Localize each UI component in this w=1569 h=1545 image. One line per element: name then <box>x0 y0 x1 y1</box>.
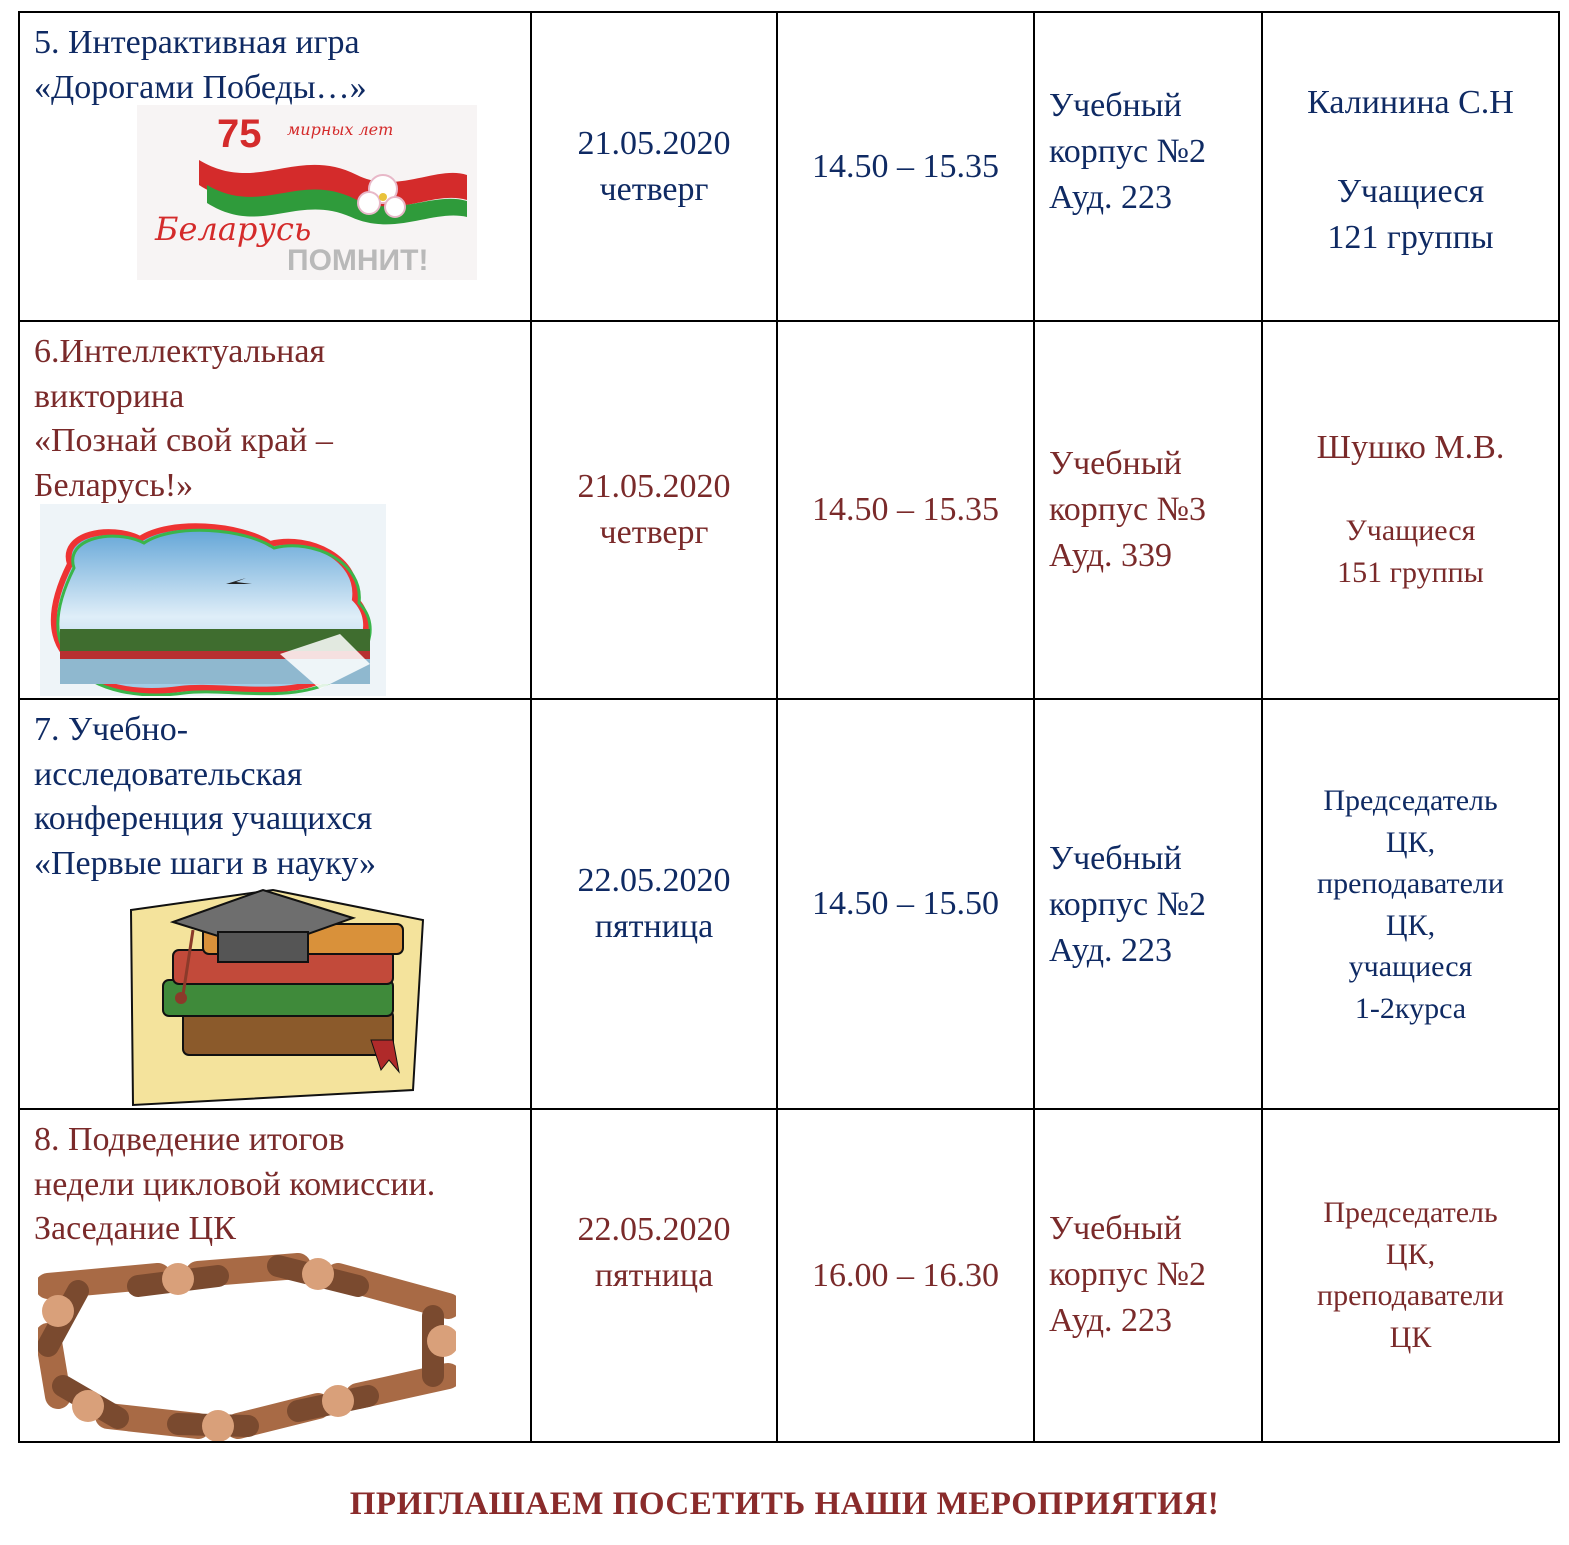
time-cell <box>777 321 1034 699</box>
responsible-line: учащиеся <box>1348 950 1473 983</box>
responsible-line: ЦК <box>1389 1320 1432 1354</box>
place-line: корпус №3 <box>1049 491 1207 528</box>
responsible-person: Калинина С.Н <box>1307 84 1514 121</box>
event-weekday: пятница <box>594 1256 714 1294</box>
place-line: Учебный <box>1049 840 1182 877</box>
events-schedule-table <box>18 11 1560 1443</box>
hands-circle-image <box>38 1246 456 1441</box>
responsible-line: Председатель <box>1323 1196 1498 1229</box>
event-date: 21.05.2020 <box>577 124 731 162</box>
responsible-line: преподаватели <box>1317 1279 1504 1312</box>
place-cell <box>1034 12 1262 321</box>
place-line: корпус №2 <box>1049 886 1207 923</box>
time-cell <box>777 12 1034 321</box>
participants-line: Учащиеся <box>1345 514 1476 547</box>
responsible-cell <box>1262 1109 1559 1442</box>
responsible-line: ЦК, <box>1385 1237 1436 1271</box>
image-script: мирных лет <box>287 120 394 139</box>
participants-line: Учащиеся <box>1336 173 1485 210</box>
responsible-cell <box>1262 12 1559 321</box>
event-title: 5. Интерактивная игра «Дорогами Победы…» <box>34 24 367 106</box>
belarus-remembers-75-image <box>137 105 477 280</box>
event-time: 14.50 – 15.35 <box>812 147 999 185</box>
event-weekday: пятница <box>594 908 714 945</box>
image-number: 75 <box>217 112 262 156</box>
responsible-cell <box>1262 321 1559 699</box>
participants-line: 151 группы <box>1337 556 1484 589</box>
responsible-cell <box>1262 699 1559 1109</box>
event-title: 7. Учебно- исследовательская конференция учащихся «Первые шаги в науку» <box>34 711 377 882</box>
event-time: 16.00 – 16.30 <box>812 1256 999 1294</box>
place-line: корпус №2 <box>1049 1256 1207 1293</box>
place-cell <box>1034 1109 1262 1442</box>
responsible-line: Председатель <box>1323 784 1498 817</box>
participants-line: 121 группы <box>1327 219 1494 256</box>
place-line: Ауд. 223 <box>1049 179 1173 216</box>
event-date: 22.05.2020 <box>577 862 731 899</box>
place-line: Учебный <box>1049 87 1182 124</box>
place-cell <box>1034 699 1262 1109</box>
date-cell <box>531 321 777 699</box>
responsible-line: 1-2курса <box>1354 991 1467 1025</box>
image-remembers: ПОМНИТ! <box>287 244 429 277</box>
event-title: 6.Интеллектуальная викторина «Познай свой край – Беларусь!» <box>34 333 333 504</box>
responsible-line: ЦК, <box>1385 825 1436 859</box>
belarus-map-nature-image <box>40 504 386 696</box>
place-cell <box>1034 321 1262 699</box>
image-country: Беларусь <box>155 210 312 248</box>
table-row <box>19 1109 1559 1442</box>
responsible-person: Шушко М.В. <box>1316 429 1505 466</box>
responsible-line: преподаватели <box>1317 867 1504 900</box>
event-date: 21.05.2020 <box>577 468 731 505</box>
event-cell <box>19 321 531 699</box>
event-cell <box>19 12 531 321</box>
table-row <box>19 321 1559 699</box>
event-weekday: четверг <box>599 514 709 551</box>
date-cell <box>531 12 777 321</box>
date-cell <box>531 1109 777 1442</box>
place-line: корпус №2 <box>1049 133 1207 170</box>
event-date: 22.05.2020 <box>577 1210 731 1248</box>
table-row <box>19 699 1559 1109</box>
place-line: Ауд. 223 <box>1049 932 1173 969</box>
place-line: Ауд. 223 <box>1049 1302 1173 1339</box>
event-time: 14.50 – 15.35 <box>812 491 999 528</box>
responsible-line: ЦК, <box>1385 908 1436 942</box>
time-cell <box>777 699 1034 1109</box>
place-line: Ауд. 339 <box>1049 537 1173 574</box>
time-cell <box>777 1109 1034 1442</box>
books-and-graduation-cap-image <box>123 880 429 1110</box>
event-time: 14.50 – 15.50 <box>812 885 999 922</box>
event-title: 8. Подведение итогов недели цикловой комиссии. Заседание ЦК <box>34 1121 436 1247</box>
place-line: Учебный <box>1049 445 1182 482</box>
event-cell <box>19 1109 531 1442</box>
place-line: Учебный <box>1049 1210 1182 1247</box>
event-cell <box>19 699 531 1109</box>
date-cell <box>531 699 777 1109</box>
table-row <box>19 12 1559 321</box>
invitation-footer: ПРИГЛАШАЕМ ПОСЕТИТЬ НАШИ МЕРОПРИЯТИЯ! <box>349 1486 1220 1522</box>
event-weekday: четверг <box>599 170 709 208</box>
